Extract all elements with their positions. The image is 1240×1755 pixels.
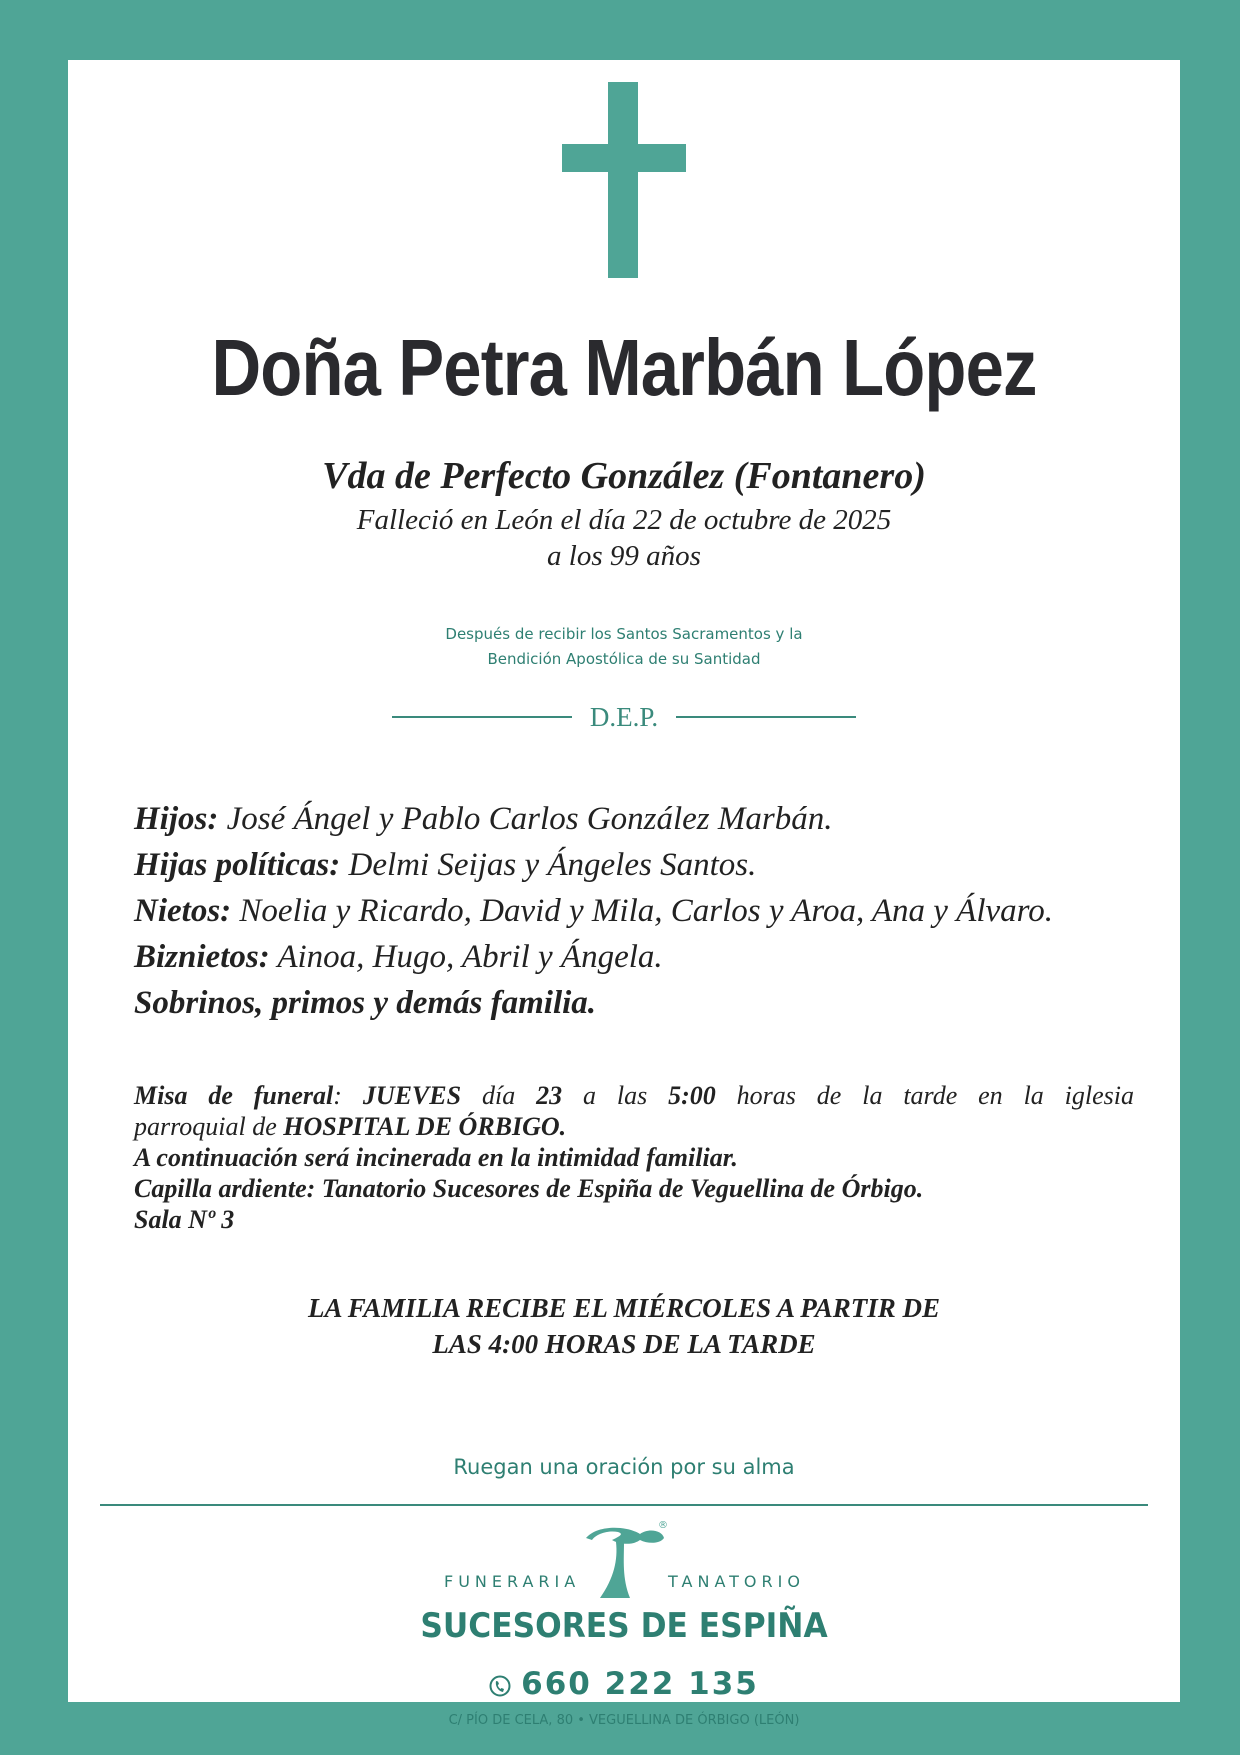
obituary-card — [68, 60, 1180, 1728]
mass-day-word: JUEVES — [362, 1081, 462, 1110]
mass-church: HOSPITAL DE ÓRBIGO. — [283, 1112, 567, 1141]
divider-line-left — [392, 716, 572, 718]
receives-line-1: LA FAMILIA RECIBE EL MIÉRCOLES A PARTIR DE — [308, 1293, 940, 1323]
room-number: Sala Nº 3 — [134, 1205, 235, 1234]
mass-label: Misa de funeral — [134, 1081, 334, 1110]
dep-divider — [364, 700, 884, 734]
receives-line-2: LAS 4:00 HORAS DE LA TARDE — [432, 1329, 816, 1359]
mass-parroquial: parroquial de — [134, 1112, 277, 1141]
tree-logo-icon — [578, 1520, 668, 1598]
funeral-service — [134, 1080, 1134, 1235]
registered-mark: ® — [658, 1520, 668, 1531]
mass-colon: : — [333, 1081, 342, 1110]
mass-rest: horas de la tarde en la iglesia — [736, 1081, 1135, 1110]
nietos-names: Noelia y Ricardo, David y Mila, Carlos y Aroa, Ana y Álvaro. — [239, 893, 1053, 929]
family-row-others: Sobrinos, primos y demás familia. — [134, 985, 597, 1021]
cremation-note: A continuación será incinerada en la intimidad familiar. — [134, 1143, 738, 1172]
hijas-politicas-names: Delmi Seijas y Ángeles Santos. — [348, 847, 757, 883]
funeral-home-name: SUCESORES DE ESPIÑA — [420, 1606, 828, 1646]
family-row-nietos — [134, 888, 1134, 934]
death-date: Falleció en León el día 22 de octubre de 2025 — [356, 504, 892, 536]
funeraria-label: FUNERARIA — [444, 1572, 581, 1591]
phone-number: 660 222 135 — [521, 1666, 759, 1702]
mass-time: 5:00 — [668, 1081, 716, 1110]
sacraments-line-2: Bendición Apostólica de su Santidad — [487, 650, 761, 668]
prayer-request: Ruegan una oración por su alma — [453, 1455, 795, 1479]
chapel-info: Capilla ardiente: Tanatorio Sucesores de Espiña de Veguellina de Órbigo. — [134, 1174, 924, 1203]
hijos-names: José Ángel y Pablo Carlos González Marbán. — [226, 801, 833, 837]
family-list — [134, 796, 1134, 1026]
sacraments-line-1: Después de recibir los Santos Sacramentos y la — [445, 625, 803, 643]
widow-of: Vda de Perfecto González (Fontanero) — [322, 455, 926, 497]
mass-day-num: 23 — [536, 1081, 563, 1110]
mass-line-1 — [134, 1080, 1134, 1111]
funeral-home-address: C/ PÍO DE CELA, 80 • VEGUELLINA DE ÓRBIGO (LEÓN) — [448, 1713, 800, 1728]
mass-a-las: a las — [582, 1081, 648, 1110]
biznietos-names: Ainoa, Hugo, Abril y Ángela. — [277, 939, 663, 975]
age: a los 99 años — [547, 540, 701, 572]
family-row-hijas-politicas — [134, 842, 1134, 888]
family-row-biznietos — [134, 934, 1134, 980]
mass-dia: día — [481, 1081, 516, 1110]
hijos-label: Hijos: — [134, 801, 219, 837]
family-row-hijos — [134, 796, 1134, 842]
phone-icon — [489, 1675, 511, 1697]
footer-divider — [100, 1504, 1148, 1506]
tanatorio-label: TANATORIO — [668, 1572, 805, 1591]
family-receives — [68, 1290, 1180, 1362]
divider-line-right — [676, 716, 856, 718]
nietos-label: Nietos: — [134, 893, 232, 929]
biznietos-label: Biznietos: — [134, 939, 270, 975]
hijas-politicas-label: Hijas políticas: — [134, 847, 341, 883]
cross-icon — [562, 82, 686, 278]
dep-text: D.E.P. — [589, 701, 659, 732]
deceased-name: Doña Petra Marbán López — [211, 323, 1037, 412]
funeral-home-phone — [68, 1666, 1180, 1702]
mass-line-2 — [134, 1111, 1134, 1142]
